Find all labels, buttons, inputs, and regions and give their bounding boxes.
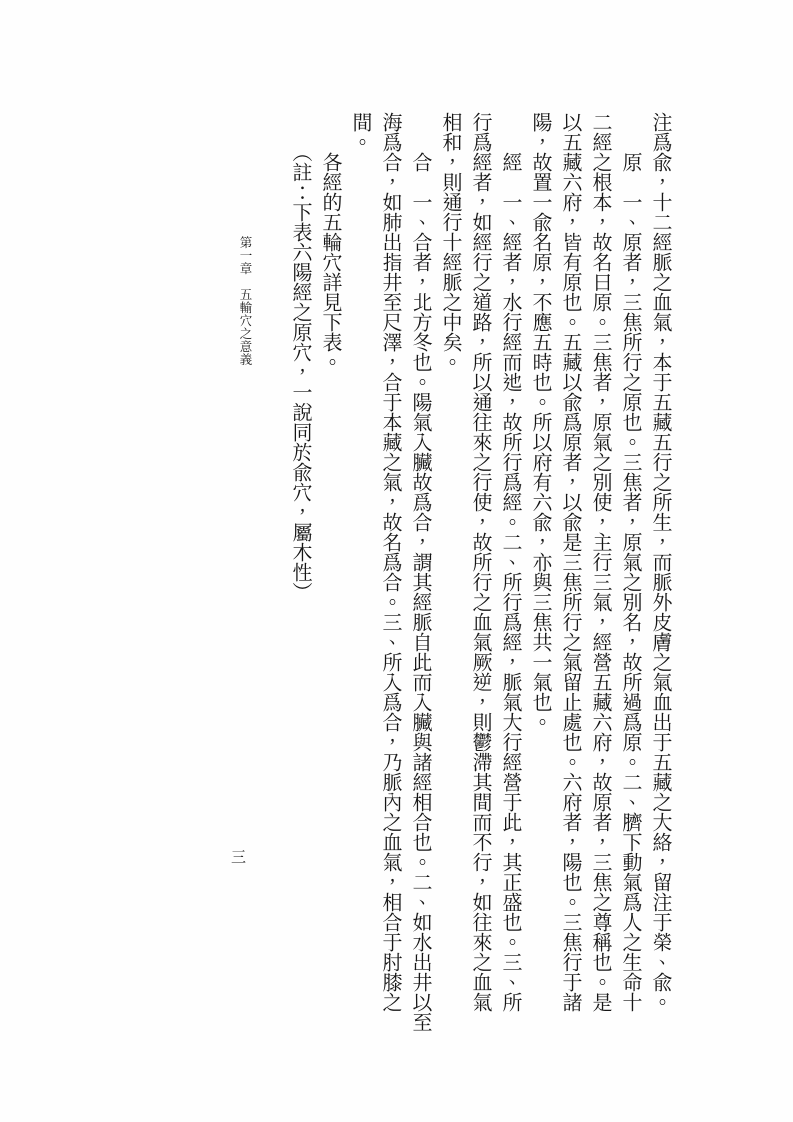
paragraph-shu-intro: 注爲兪，十二經脈之血氣，本于五藏五行之所生，而脈外皮膚之氣血出于五藏之大絡，留注于榮、兪。 <box>649 112 671 1012</box>
entry-jing-point: 經 一、經者，水行經而迆，故所行爲經。二、所行爲經，脈氣大行經營于此，其正盛也。三、所行爲經者，如經行之道路，所以通往來之行使，故所行之血氣厥逆，則鬱滯其間而不行，如往來之血氣相和，則通行十經脈之中矣。 <box>439 112 521 1012</box>
table-reference-line: 各經的五輪穴詳見下表。 <box>319 112 341 372</box>
chapter-running-title: 第一章 五輸穴之意義 <box>238 236 252 366</box>
main-text-block <box>285 112 675 1042</box>
entry-he-point: 合 一、合者，北方冬也。陽氣入臟故爲合，謂其經脈自此而入臟與諸經相合也。二、如水出井以至海爲合，如肺出指井至尺澤，合于本藏之氣，故名爲合。三、所入爲合，乃脈內之血氣，相合于肘膝之間。 <box>349 112 431 1032</box>
note-line: （註：下表六陽經之原穴，一說同於兪穴，屬木性） <box>289 112 311 602</box>
entry-yuan-point: 原 一、原者，三焦所行之原也。三焦者，原氣之別名，故所過爲原。二、臍下動氣爲人之生命十二經之根本，故名曰原。三焦者，原氣之別使，主行三氣，經營五藏六府，故原者，三焦之尊稱也。是以五藏六府，皆有原也。五藏以兪爲原者，以兪是三焦所行之氣留止處也。六府者，陽也。三焦行于諸陽，故置一兪名原，不應五時也。所以府有六兪，亦與三焦共一氣也。 <box>529 112 641 1012</box>
page-number: 三 <box>231 850 247 866</box>
